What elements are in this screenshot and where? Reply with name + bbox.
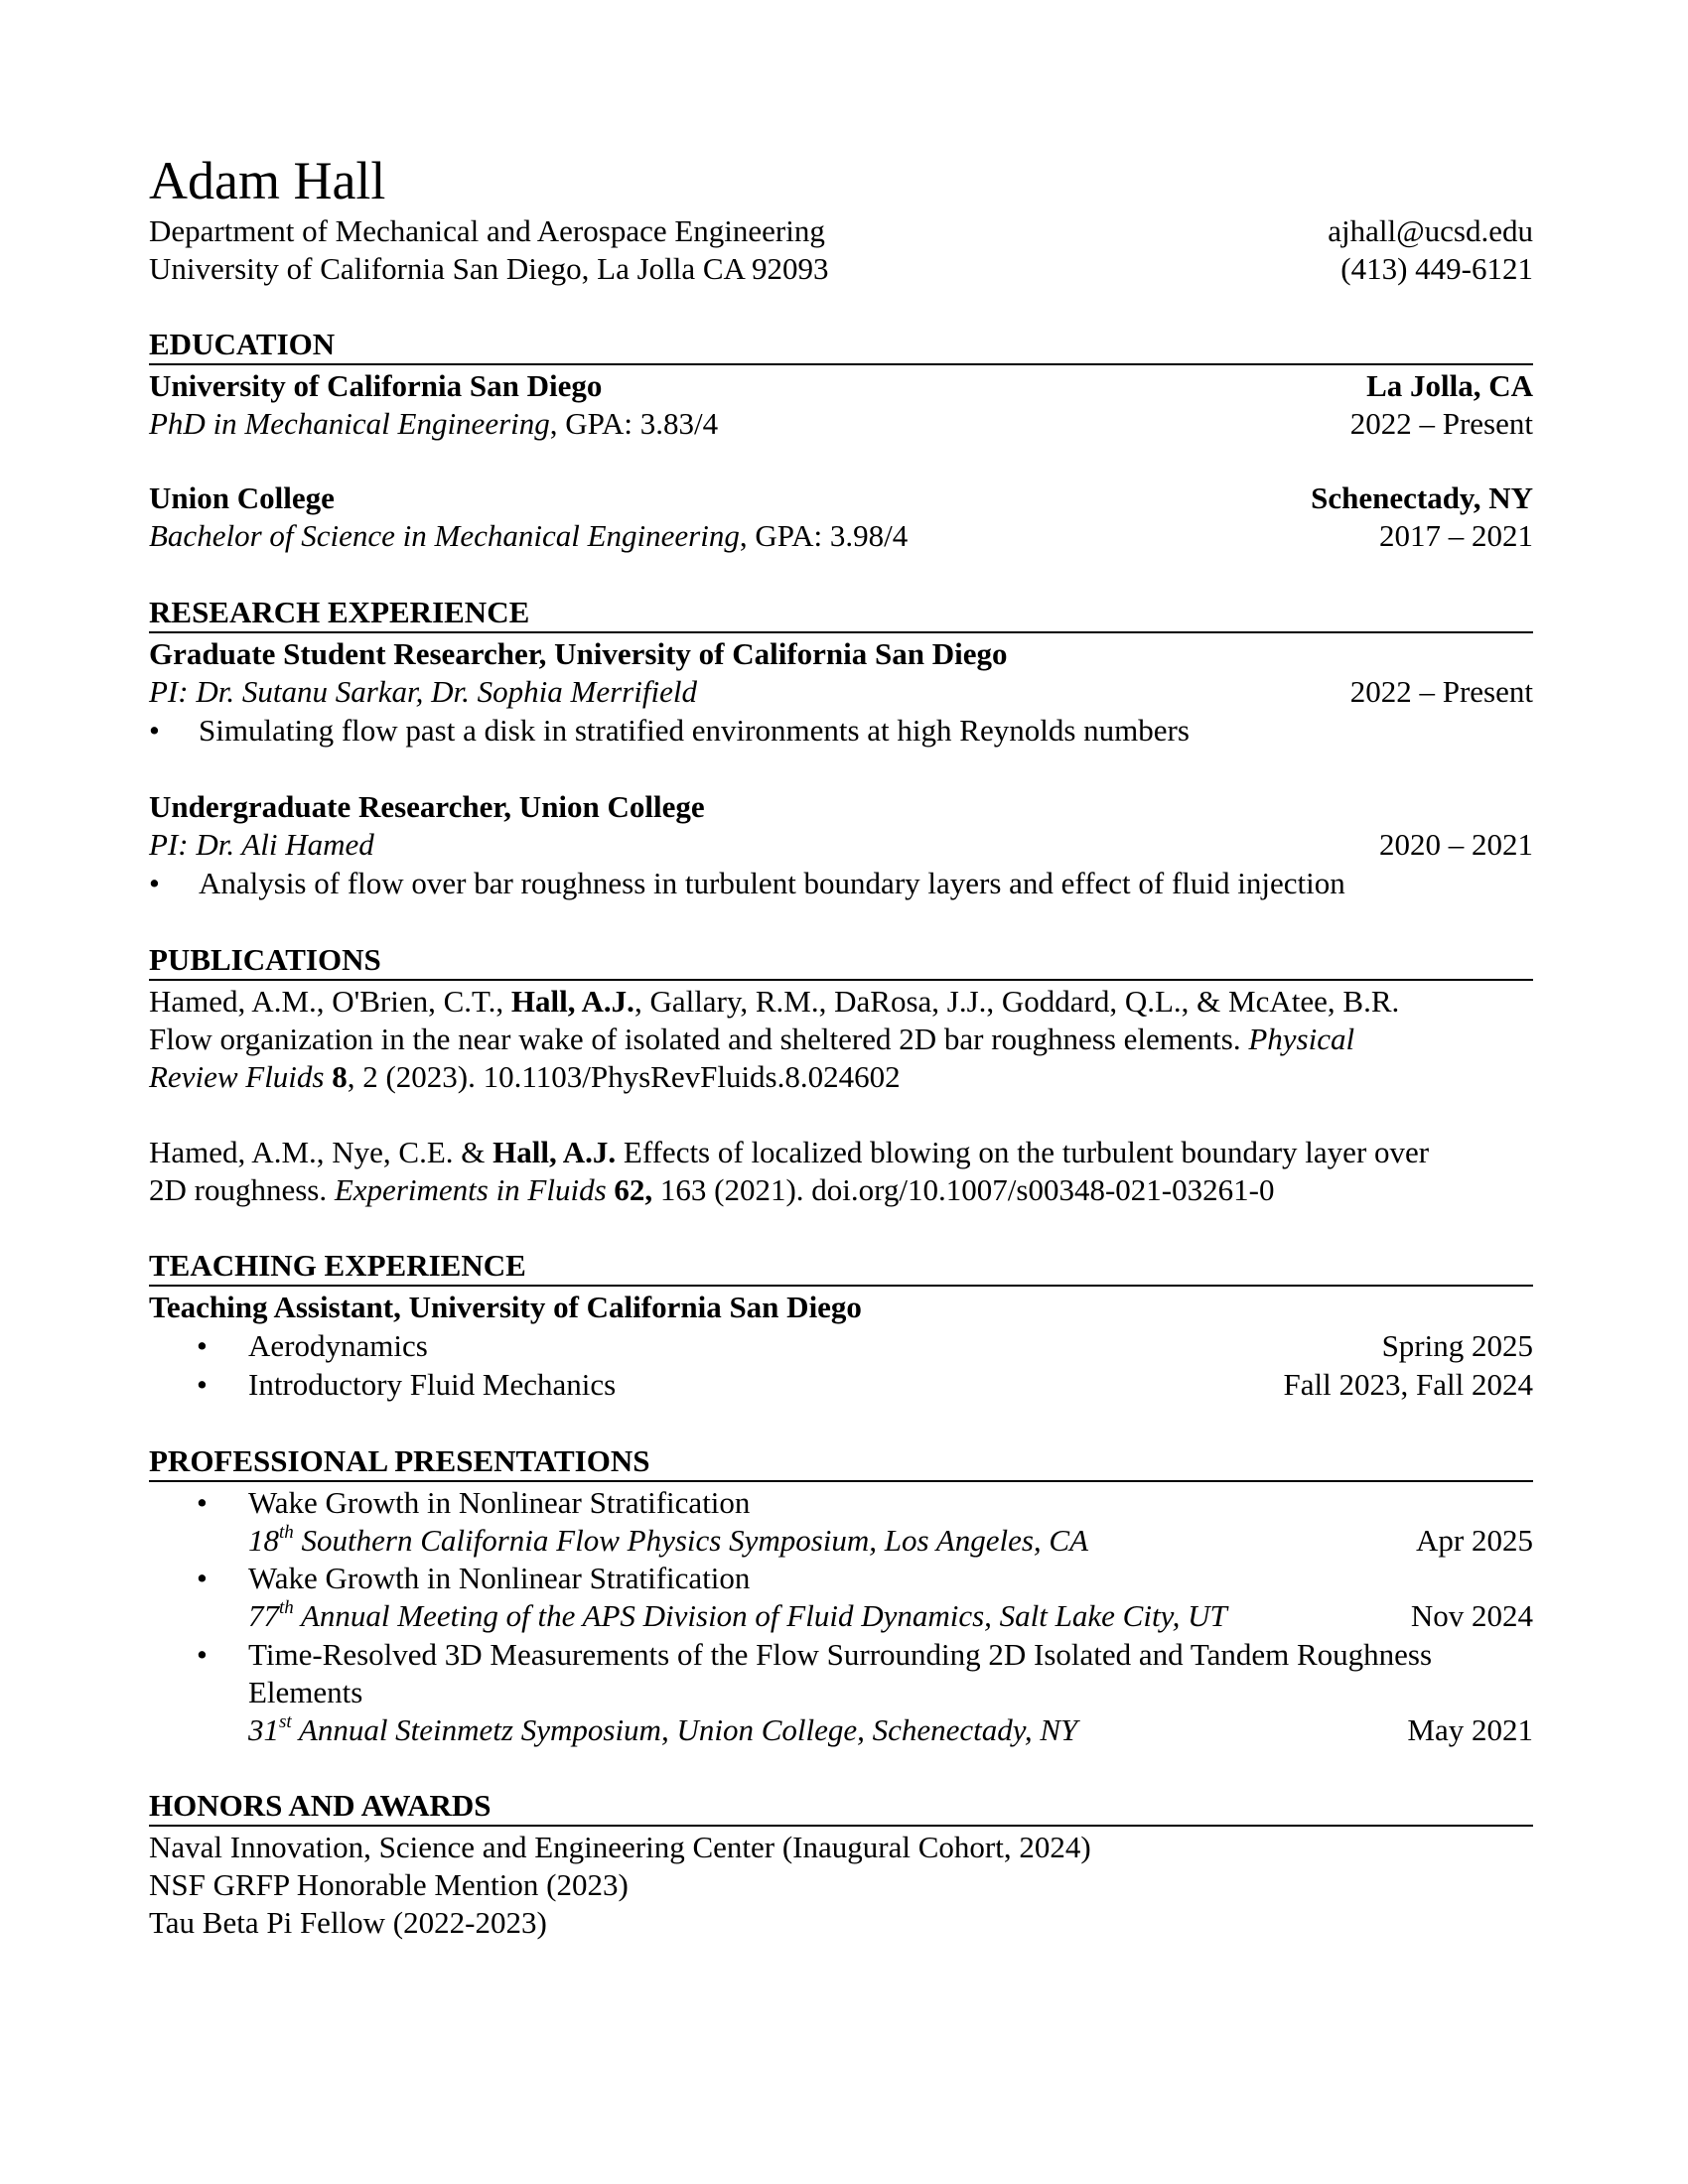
edu-1-location: La Jolla, CA (1366, 368, 1533, 403)
pres-3-ordinal: 31 (248, 1712, 279, 1747)
pres-2-ordinal-suffix: th (279, 1596, 294, 1618)
pub-2-volume: 62, (606, 1172, 653, 1207)
pres-3-venue (248, 1711, 1077, 1749)
research-2-bullet-icon: • (149, 866, 160, 900)
research-1-dates: 2022 – Present (1349, 674, 1533, 709)
pres-3-venue-line (248, 1711, 1533, 1749)
pres-3-venue-text: Annual Steinmetz Symposium, Union College, Schenectady, NY (291, 1712, 1078, 1747)
research-1-role-text: Graduate Student Researcher, University of California San Diego (149, 636, 1008, 671)
pub-2-authors: Hamed, A.M., Nye, C.E. & (149, 1135, 493, 1169)
pres-2-bullet-icon: • (197, 1561, 208, 1595)
edu-2-degree: Bachelor of Science in Mechanical Engineering (149, 518, 740, 553)
research-1-pi-line (149, 673, 1533, 711)
research-1-role (149, 635, 1533, 673)
research-2-bullet-text: Analysis of flow over bar roughness in turbulent boundary layers and effect of fluid injection (199, 866, 1345, 900)
pub-2-citation: 163 (2021). doi.org/10.1007/s00348-021-03261-0 (652, 1172, 1275, 1207)
pub-1-journal-a: Physical (1248, 1022, 1355, 1056)
section-presentations: PROFESSIONAL PRESENTATIONS (149, 1442, 1533, 1482)
edu-1-header (149, 367, 1533, 405)
research-2-role-text: Undergraduate Researcher, Union College (149, 789, 705, 824)
pres-3-title-cont: Elements (248, 1675, 363, 1709)
department: Department of Mechanical and Aerospace Engineering (149, 213, 825, 248)
edu-1-gpa: , GPA: 3.83/4 (549, 406, 719, 441)
pub-2-self-author: Hall, A.J. (492, 1135, 617, 1169)
teaching-1 (248, 1327, 1533, 1365)
honor-item-2: NSF GRFP Honorable Mention (2023) (149, 1867, 629, 1902)
pres-1-title: Wake Growth in Nonlinear Stratification (248, 1485, 751, 1520)
header-line-2 (149, 250, 1533, 288)
pub-1-authors-b: , Gallary, R.M., DaRosa, J.J., Goddard, Q.L., & McAtee, B.R. (633, 984, 1400, 1019)
address: University of California San Diego, La Jolla CA 92093 (149, 251, 829, 286)
edu-2-header (149, 479, 1533, 517)
teaching-role-text: Teaching Assistant, University of California San Diego (149, 1290, 862, 1324)
pres-1-ordinal: 18 (248, 1523, 279, 1558)
pub-2-title-b: 2D roughness. (149, 1172, 335, 1207)
edu-1-dates: 2022 – Present (1349, 406, 1533, 441)
pub-1-line-1 (149, 983, 1399, 1021)
research-1-bullet-text: Simulating flow past a disk in stratified environments at high Reynolds numbers (199, 713, 1190, 748)
pub-1-journal-b: Review Fluids (149, 1059, 325, 1094)
pub-1-citation: , 2 (2023). 10.1103/PhysRevFluids.8.024602 (347, 1059, 901, 1094)
pub-1-title: Flow organization in the near wake of isolated and sheltered 2D bar roughness elements. (149, 1022, 1249, 1056)
research-2-role (149, 788, 1533, 826)
edu-1-degree: PhD in Mechanical Engineering (149, 406, 550, 441)
pres-1-ordinal-suffix: th (279, 1521, 294, 1543)
pub-2-title-a: Effects of localized blowing on the turbulent boundary layer over (616, 1135, 1430, 1169)
pub-1-self-author: Hall, A.J. (510, 984, 634, 1019)
pres-1-venue-text: Southern California Flow Physics Symposium, Los Angeles, CA (293, 1523, 1089, 1558)
teaching-role (149, 1289, 1533, 1326)
pub-1-authors-a: Hamed, A.M., O'Brien, C.T., (149, 984, 511, 1019)
teaching-2-term: Fall 2023, Fall 2024 (1283, 1367, 1533, 1402)
research-1-pi: PI: Dr. Sutanu Sarkar, Dr. Sophia Merrifield (149, 674, 697, 709)
person-name: Adam Hall (149, 151, 386, 210)
research-2-dates: 2020 – 2021 (1379, 827, 1533, 862)
section-research: RESEARCH EXPERIENCE (149, 594, 1533, 633)
pub-2-journal: Experiments in Fluids (334, 1172, 607, 1207)
edu-1-detail (149, 405, 1533, 443)
teaching-1-bullet-icon: • (197, 1328, 208, 1363)
pres-3-date: May 2021 (1407, 1712, 1533, 1747)
edu-2-school: Union College (149, 480, 335, 515)
pres-1-bullet-icon: • (197, 1485, 208, 1520)
edu-2-dates: 2017 – 2021 (1379, 518, 1533, 553)
teaching-1-course: Aerodynamics (248, 1328, 428, 1363)
pres-1-venue-line (248, 1522, 1533, 1560)
pub-1-line-2 (149, 1021, 1354, 1058)
honor-item-1: Naval Innovation, Science and Engineering Center (Inaugural Cohort, 2024) (149, 1830, 1091, 1864)
header-line-1 (149, 212, 1533, 250)
section-teaching: TEACHING EXPERIENCE (149, 1247, 1533, 1287)
pres-1-venue (248, 1522, 1088, 1560)
pres-2-venue-text: Annual Meeting of the APS Division of Fluid Dynamics, Salt Lake City, UT (293, 1598, 1227, 1633)
pub-2-line-2 (149, 1171, 1274, 1209)
section-publications: PUBLICATIONS (149, 941, 1533, 981)
pres-3-ordinal-suffix: st (279, 1710, 292, 1732)
edu-2-location: Schenectady, NY (1311, 480, 1533, 515)
pub-1-volume: 8 (324, 1059, 348, 1094)
pub-1-line-3 (149, 1058, 901, 1096)
pres-2-ordinal: 77 (248, 1598, 279, 1633)
teaching-2-course: Introductory Fluid Mechanics (248, 1367, 617, 1402)
research-2-pi: PI: Dr. Ali Hamed (149, 827, 374, 862)
pres-2-venue-line (248, 1597, 1533, 1635)
section-education: EDUCATION (149, 326, 1533, 365)
pres-1-date: Apr 2025 (1416, 1523, 1533, 1558)
research-1-bullet-icon: • (149, 713, 160, 748)
pub-2-line-1 (149, 1134, 1429, 1171)
resume-page (149, 0, 1533, 2184)
honor-item-3: Tau Beta Pi Fellow (2022-2023) (149, 1905, 547, 1940)
section-honors: HONORS AND AWARDS (149, 1787, 1533, 1827)
email-link[interactable]: ajhall@ucsd.edu (1328, 213, 1533, 248)
teaching-2 (248, 1366, 1533, 1404)
pres-2-date: Nov 2024 (1410, 1598, 1533, 1633)
teaching-2-bullet-icon: • (197, 1367, 208, 1402)
pres-2-venue (248, 1597, 1227, 1635)
edu-2-gpa: , GPA: 3.98/4 (739, 518, 909, 553)
pres-3-title: Time-Resolved 3D Measurements of the Flow Surrounding 2D Isolated and Tandem Roughness (248, 1637, 1433, 1672)
teaching-1-term: Spring 2025 (1381, 1328, 1533, 1363)
pres-3-bullet-icon: • (197, 1637, 208, 1672)
edu-1-school: University of California San Diego (149, 368, 603, 403)
phone: (413) 449-6121 (1340, 251, 1533, 286)
pres-2-title: Wake Growth in Nonlinear Stratification (248, 1561, 751, 1595)
research-2-pi-line (149, 826, 1533, 864)
edu-2-detail (149, 517, 1533, 555)
